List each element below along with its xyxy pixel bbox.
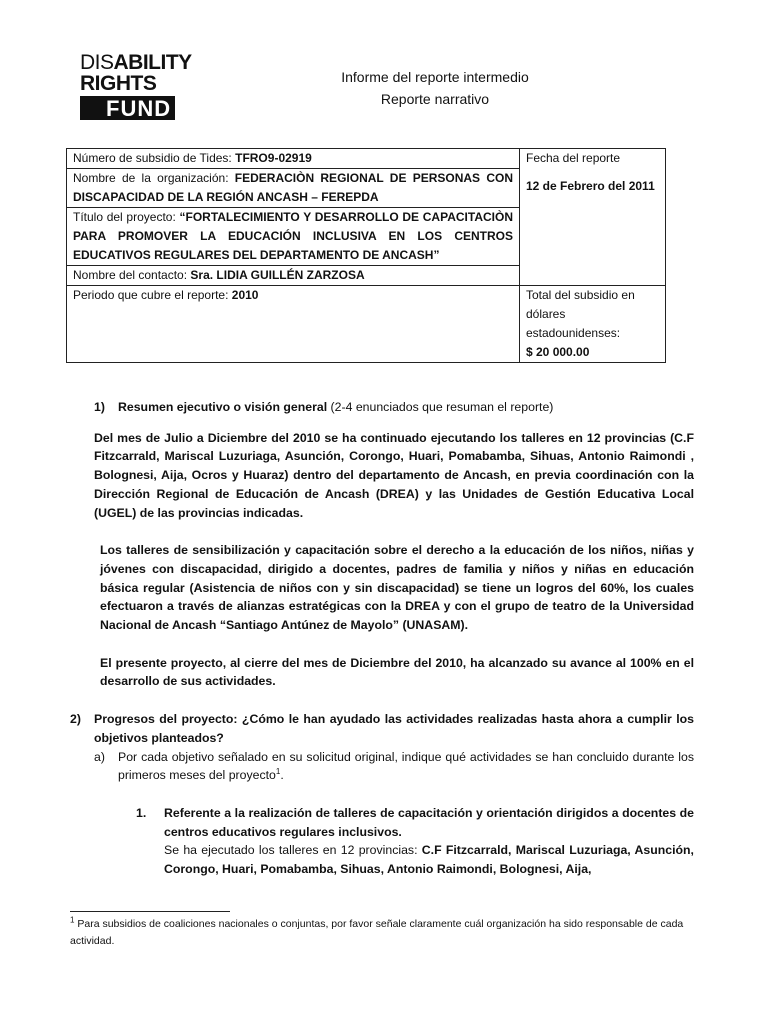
grant-number-cell: Número de subsidio de Tides: TFRO9-02919	[67, 149, 520, 169]
item-1-heading: Referente a la realización de talleres de capacitación y orientación dirigidos a docentes de centros educativos regulares inclusivos.	[164, 805, 694, 839]
footnote-divider	[70, 911, 230, 912]
footnote: $^1$ Para subsidios de coaliciones nacionales o conjuntas, por favor señale claramente cuál organización ha sido responsable de cada actividad.	[70, 915, 684, 947]
summary-paragraph-1: Del mes de Julio a Diciembre del 2010 se ha continuado ejecutando los talleres en 12 provincias (C.F Fitzcarrald, Mariscal Luzuriaga, Asunción, Corongo, Huari, Pomabamba, Sihuas, Antonio Raimondi , Bolognesi, Aija, Ocros y Huaraz) dentro del departamento de Ancash, en previa coordinación con la Dirección Regional de Educación de Ancash (DREA) y las Unidades de Gestión Educativa Local (UGEL) de las provincias indicadas.	[94, 430, 694, 520]
section-2-item-1: 1. Referente a la realización de talleres de capacitación y orientación dirigidos a docentes de centros educativos regulares inclusivos. Se ha ejecutado los talleres en 12 provincias: C.F Fitzcarrald, Mariscal Luzuriaga, Asunción, Corongo, Huari, Pomabamba, Sihuas, Antonio Raimondi, Bolognesi, Aija,	[136, 804, 694, 879]
section-2-heading: 2) Progresos del proyecto: ¿Cómo le han ayudado las actividades realizadas hasta ahora a cumplir los objetivos planteados?	[70, 712, 694, 745]
organization-cell: Nombre de la organización: FEDERACIÒN REGIONAL DE PERSONAS CON DISCAPACIDAD DE LA REGIÓN ANCASH – FEREPDA	[67, 169, 520, 208]
report-header	[300, 66, 570, 110]
report-info-table	[66, 148, 666, 363]
report-date-cell	[520, 149, 666, 286]
section-2-sub-a: a) Por cada objetivo señalado en su solicitud original, indique qué actividades se han concluido durante los primeros meses del proyecto$^1$.	[94, 749, 694, 783]
grant-total-label: Total del subsidio en dólares estadounidenses:	[526, 288, 635, 340]
disability-rights-fund-logo	[80, 52, 210, 120]
project-title-cell: Título del proyecto: “FORTALECIMIENTO Y DESARROLLO DE CAPACITACIÒN PARA PROMOVER LA EDUCACIÓN INCLUSIVA EN LOS CENTROS EDUCATIVOS REGULARES DEL DEPARTAMENTO DE ANCASH”	[67, 208, 520, 266]
summary-paragraph-3: El presente proyecto, al cierre del mes de Diciembre del 2010, ha alcanzado su avance al 100% en el desarrollo de sus actividades.	[100, 655, 694, 689]
logo-line-3: FUND	[80, 96, 175, 120]
report-date-value: 12 de Febrero del 2011	[526, 179, 655, 193]
grant-total-cell	[520, 286, 666, 363]
grant-total-value: $ 20 000.00	[526, 345, 590, 359]
contact-cell: Nombre del contacto: Sra. LIDIA GUILLÉN ZARZOSA	[67, 266, 520, 286]
summary-paragraph-2: Los talleres de sensibilización y capacitación sobre el derecho a la educación de los niños, niñas y jóvenes con discapacidad, dirigido a docentes, padres de familia y niños y niñas en educación básica regular (Asistencia de niños con y sin discapacidad) se tiene un logros del 60%, los cuales efectuaron a través de alianzas estratégicas con la DREA y con el grupo de teatro de la Universidad Nacional de Ancash “Santiago Antúnez de Mayolo” (UNASAM).	[100, 543, 694, 633]
logo-line-1: DISABILITY	[80, 51, 192, 74]
report-title: Informe del reporte intermedio	[341, 69, 529, 85]
section-1-heading: 1) Resumen ejecutivo o visión general (2-4 enunciados que resuman el reporte)	[94, 400, 554, 414]
item-1-text: Se ha ejecutado los talleres en 12 provincias: C.F Fitzcarrald, Mariscal Luzuriaga, Asunción, Corongo, Huari, Pomabamba, Sihuas, Antonio Raimondi, Bolognesi, Aija,	[164, 843, 694, 877]
logo-line-2: RIGHTS	[80, 72, 157, 95]
report-date-label: Fecha del reporte	[526, 151, 621, 165]
report-period-cell: Periodo que cubre el reporte: 2010	[67, 286, 520, 363]
report-body	[70, 398, 694, 879]
report-subtitle: Reporte narrativo	[380, 91, 490, 107]
